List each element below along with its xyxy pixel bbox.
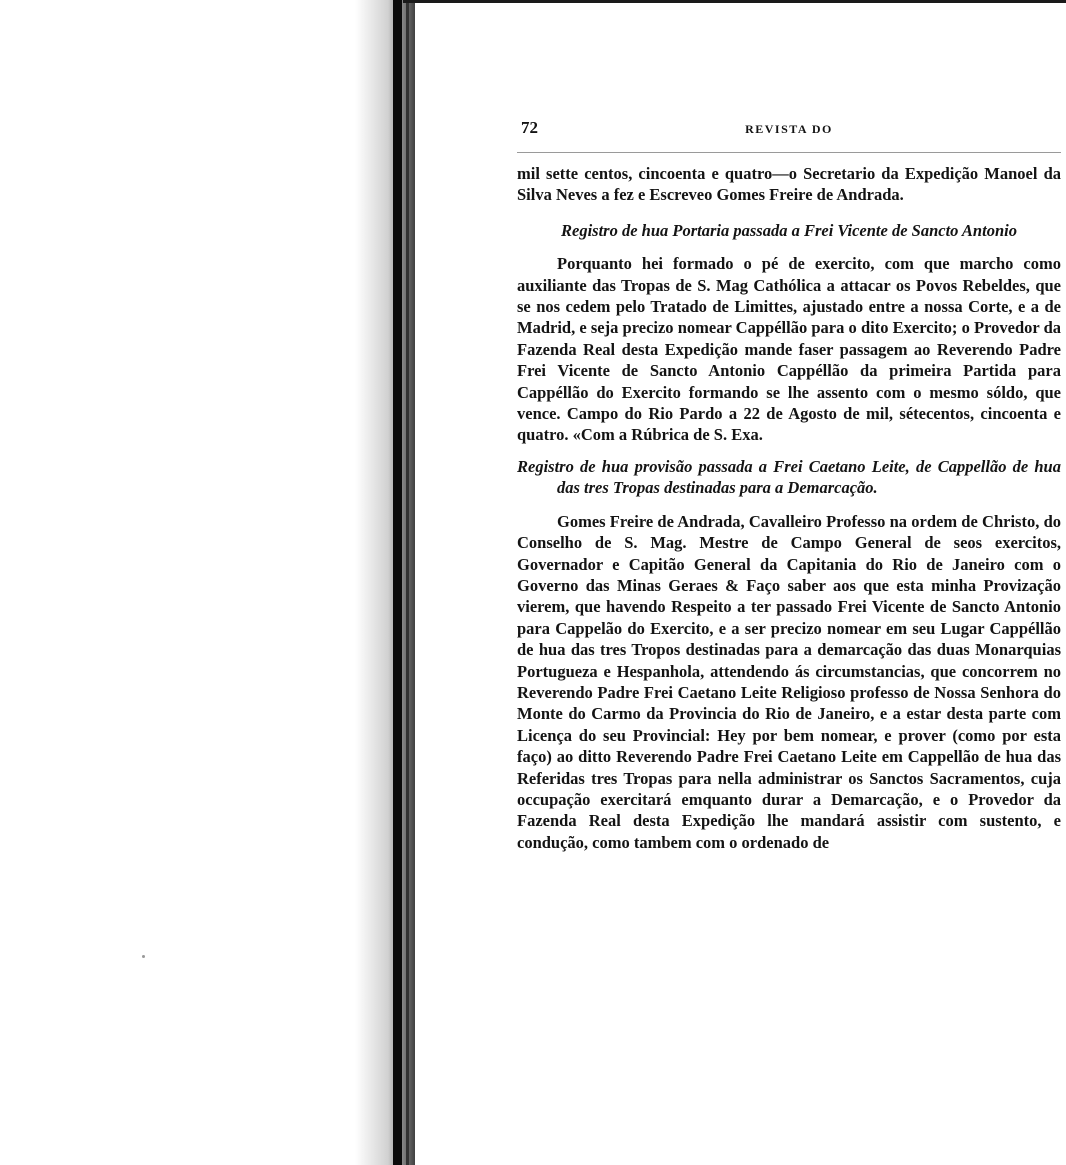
paragraph-provisao: Gomes Freire de Andrada, Cavalleiro Professo na ordem de Christo, do Conselho de S. Mag. Mestre de Campo General de seos exercitos, Governador e Capitão General da Capitania do Rio de Janeiro com o Governo das Minas Geraes & Faço saber aos que esta minha Provização vierem, que havendo Respeito a ter passado Frei Vicente de Sancto Antonio para Cappelão do Exercito, e a ser precizo nomear em seu Lugar Cappéllão de hua das tres Tropos destinadas para a demarcação das duas Monarquias Portugueza e Hespanhola, attendendo ás circumstancias, que concorrem no Reverendo Padre Frei Caetano Leite Religioso professo de Nossa Senhora do Monte do Carmo da Provincia do Rio de Janeiro, e a estar desta parte com Licença do seu Provincial: Hey por bem nomear, e prover (como por esta faço) ao ditto Reverendo Padre Frei Caetano Leite em Cappellão de hua das Referidas tres Tropas para nella administrar os Sanctos Sacramentos, cuja occupação exercitará emquanto durar a Demarcação, e o Provedor da Fazenda Real desta Expedição lhe mandará assistir com sustento, e condução, como tambem com o ordenado de <box>517 511 1061 852</box>
body-text <box>517 163 1061 853</box>
paragraph-continuation: mil sette centos, cincoenta e quatro—o Secretario da Expedição Manoel da Silva Neves a fez e Escreveo Gomes Freire de Andrada. <box>517 164 1061 205</box>
running-title: REVISTA DO <box>745 122 833 136</box>
book-binding-line <box>406 0 409 1165</box>
paragraph-portaria: Porquanto hei formado o pé de exercito, com que marcho como auxiliante das Tropas de S. Mag Cathólica a attacar os Povos Rebeldes, que se nos cedem pelo Tratado de Limittes, ajustado entre a nossa Corte, e a de Madrid, e seja precizo nomear Cappéllão para o dito Exercito; o Provedor da Fazenda Real desta Expedição mande faser passagem ao Reverendo Padre Frei Vicente de Sancto Antonio Cappéllão da primeira Partida para Cappéllão do Exercito formando se lhe assento com o mesmo sóldo, que vence. Campo do Rio Pardo a 22 de Agosto de mil, sétecentos, cincoenta e quatro. «Com a Rúbrica de S. Exa. <box>517 254 1061 445</box>
section-heading-portaria: Registro de hua Portaria passada a Frei Vicente de Sancto Antonio <box>561 220 1017 240</box>
page-number: 72 <box>521 118 538 137</box>
section-heading-provisao: Registro de hua provisão passada a Frei Caetano Leite, de Cappellão de hua das tres Tropas destinadas para a Demarcação. <box>517 456 1061 498</box>
page-top-edge <box>403 0 1066 3</box>
header-rule <box>517 152 1061 153</box>
running-head <box>517 118 1061 140</box>
book-page <box>517 118 1061 853</box>
scan-speck <box>142 955 145 958</box>
book-binding-edge <box>393 0 402 1165</box>
